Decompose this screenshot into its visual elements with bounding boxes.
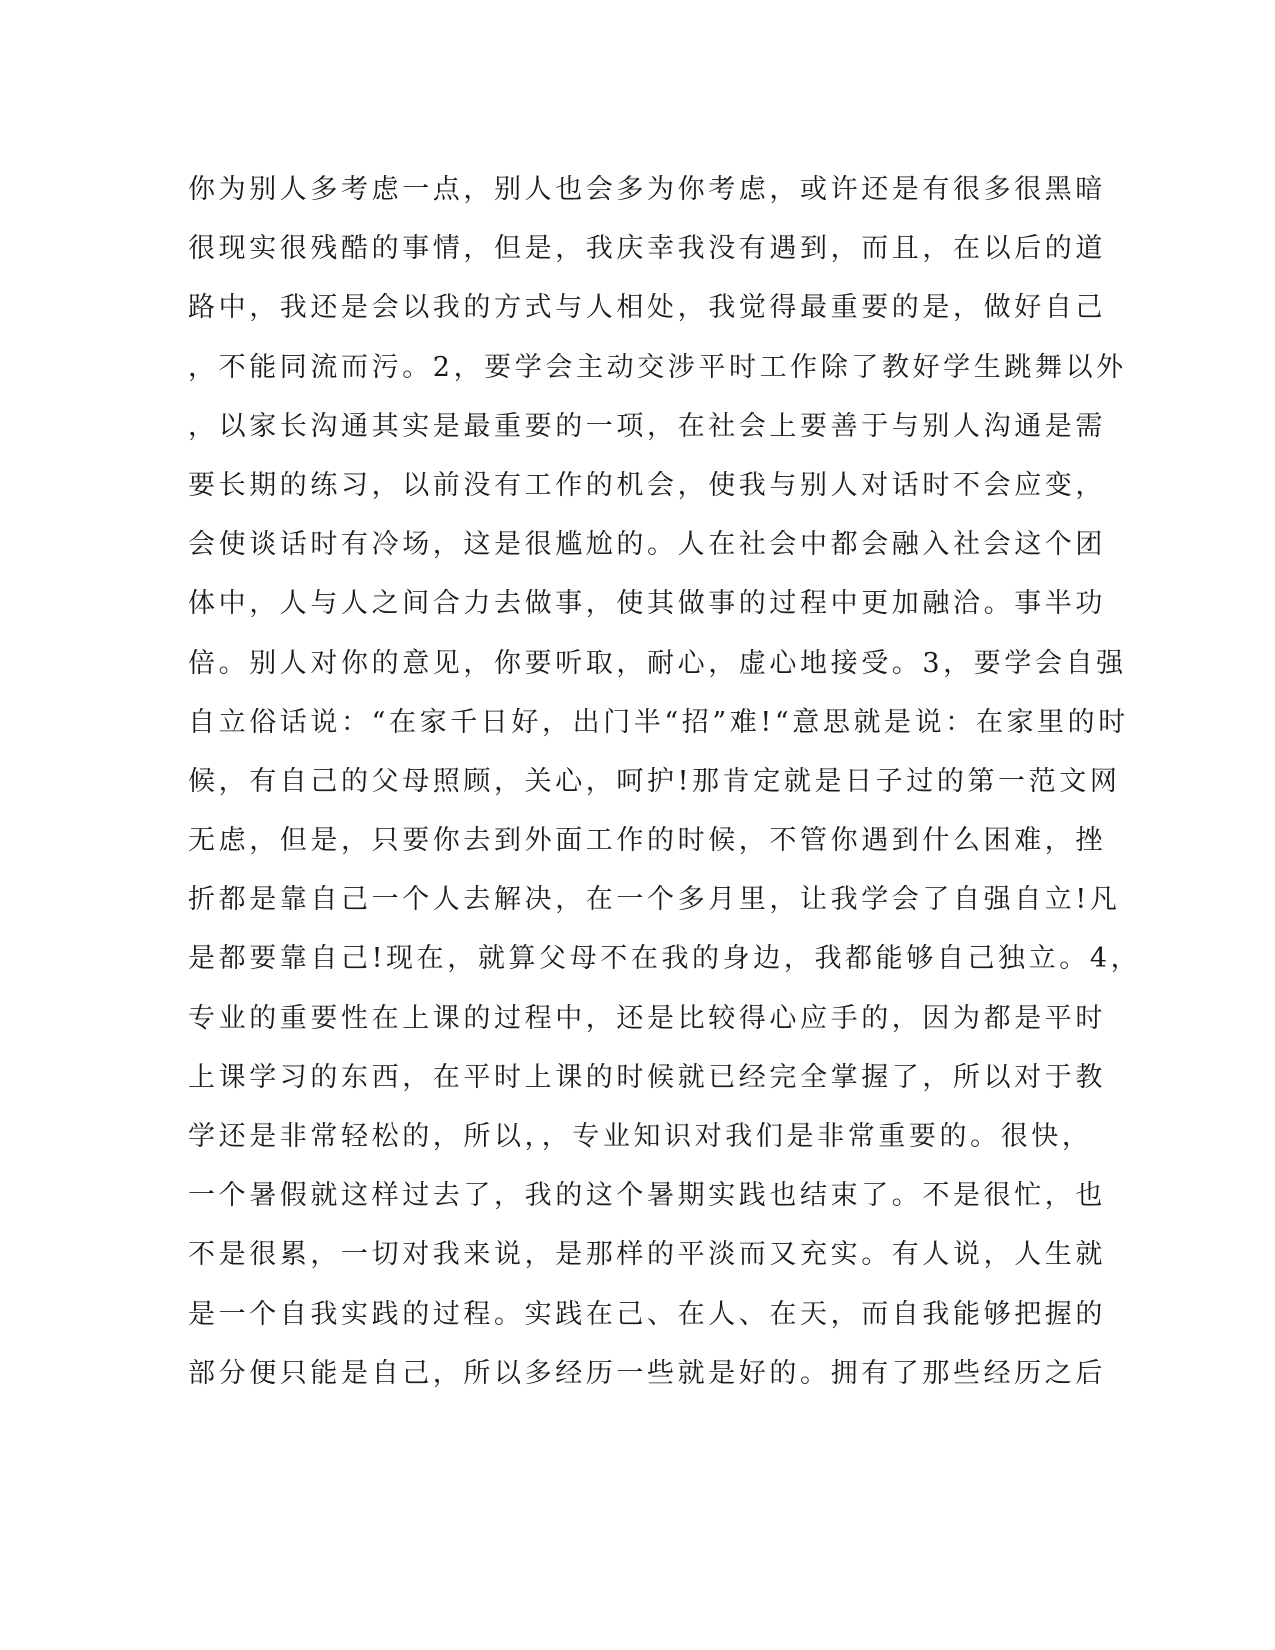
text-line: ，不能同流而污。2，要学会主动交涉平时工作除了教好学生跳舞以外 — [188, 351, 1127, 383]
text-line: 路中，我还是会以我的方式与人相处，我觉得最重要的是，做好自己 — [188, 292, 1106, 324]
body-paragraph — [188, 160, 1142, 1403]
text-line: 会使谈话时有冷场，这是很尴尬的。人在社会中都会融入社会这个团 — [188, 529, 1106, 561]
text-line: 专业的重要性在上课的过程中，还是比较得心应手的，因为都是平时 — [188, 1002, 1106, 1034]
text-line: 上课学习的东西，在平时上课的时候就已经完全掌握了，所以对于教 — [188, 1061, 1106, 1093]
text-line: 不是很累，一切对我来说，是那样的平淡而又充实。有人说，人生就 — [188, 1239, 1106, 1271]
text-line: 学还是非常轻松的，所以，，专业知识对我们是非常重要的。很快， — [188, 1121, 1093, 1152]
text-line: 无虑，但是，只要你去到外面工作的时候，不管你遇到什么困难，挫 — [188, 825, 1106, 857]
text-line: 候，有自己的父母照顾，关心，呵护!那肯定就是日子过的第一范文网 — [188, 765, 1121, 797]
text-line: 很现实很残酷的事情，但是，我庆幸我没有遇到，而且，在以后的道 — [188, 233, 1106, 265]
text-line: 部分便只能是自己，所以多经历一些就是好的。拥有了那些经历之后 — [188, 1357, 1106, 1389]
text-line: ，以家长沟通其实是最重要的一项，在社会上要善于与别人沟通是需 — [188, 410, 1106, 442]
text-line: 一个暑假就这样过去了，我的这个暑期实践也结束了。不是很忙，也 — [188, 1180, 1106, 1212]
text-line: 倍。别人对你的意见，你要听取，耐心，虚心地接受。3，要学会自强 — [188, 647, 1127, 679]
text-line: 是一个自我实践的过程。实践在己、在人、在天，而自我能够把握的 — [188, 1298, 1106, 1330]
text-line: 是都要靠自己!现在，就算父母不在我的身边，我都能够自己独立。4， — [188, 943, 1142, 975]
text-line: 要长期的练习，以前没有工作的机会，使我与别人对话时不会应变， — [188, 469, 1106, 501]
text-line: 折都是靠自己一个人去解决，在一个多月里，让我学会了自强自立!凡 — [188, 884, 1121, 916]
text-line: 体中，人与人之间合力去做事，使其做事的过程中更加融洽。事半功 — [188, 588, 1106, 620]
text-line: 自立俗话说：“在家千日好，出门半“招”难!“意思就是说：在家里的时 — [188, 706, 1129, 738]
text-line: 你为别人多考虑一点，别人也会多为你考虑，或许还是有很多很黑暗 — [188, 174, 1106, 205]
